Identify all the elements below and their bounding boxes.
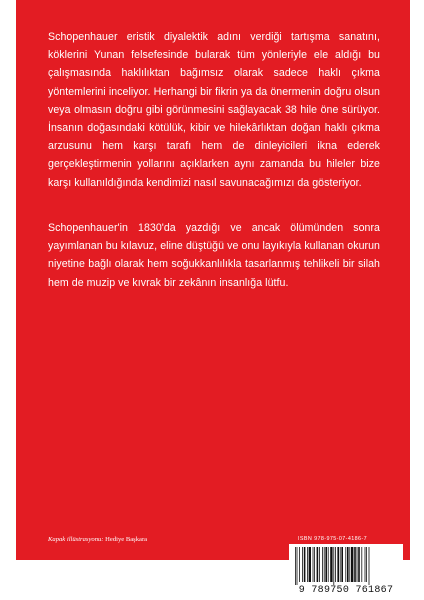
barcode-bar (361, 547, 362, 582)
barcode-bar (325, 547, 327, 582)
barcode-bar (295, 547, 296, 585)
barcode (289, 544, 403, 600)
barcode-bar (309, 547, 311, 582)
barcode-bar (351, 547, 353, 582)
barcode-bar (302, 547, 303, 582)
barcode-bar (299, 547, 300, 582)
barcode-bar (317, 547, 319, 582)
barcode-bar (314, 547, 315, 582)
barcode-bar (333, 547, 334, 585)
cover-illustration-credit (48, 536, 147, 543)
barcode-bar (304, 547, 306, 582)
barcode-bar (369, 547, 370, 585)
isbn-text: ISBN 978-975-07-4186-7 (298, 536, 368, 542)
barcode-bar (324, 547, 325, 582)
barcode-bar (335, 547, 336, 582)
barcode-bar (366, 547, 367, 582)
barcode-bar (337, 547, 339, 582)
barcode-bar (365, 547, 366, 582)
barcode-bar (297, 547, 298, 585)
barcode-bar (341, 547, 343, 582)
barcode-bar (345, 547, 346, 582)
description-paragraph-2: Schopenhauer'in 1830'da yazdığı ve ancak ölümünden sonra yayımlanan bu kılavuz, eline düştüğü ve onu layıkıyla kullanan okurun niyetine bağlı olarak hem soğukkanlılıkla tasarlanmış tehlikeli bir silah hem de muzip ve kıvrak bir zekânın insanlığa lütfu. (48, 222, 380, 289)
barcode-bar (328, 547, 329, 582)
barcode-bar (322, 547, 323, 582)
barcode-bar (340, 547, 341, 582)
description-paragraph-1: Schopenhauer eristik diyalektik adını verdiği tartışma sanatını, köklerini Yunan felsefesinde bularak tüm yönleriyle ele aldığı bu çalışmasında haklılıktan bağımsız olarak sadece haklı çıkma yöntemlerini inceliyor. Herhangi bir fikrin ya da önermenin doğru olsun veya olmasın doğru gibi görünmesini sağlayacak 38 hile öne sürüyor. İnsanın doğasındaki kötülük, kibir ve hilekârlıktan doğan haklı çıkma arzusunu hem karşı tarafı hem de dinleyicileri ikna ederek gerçekleştirmenin yollarını açıklarken aynı zamanda bu hileler bize karşı kullanıldığında kendimizi nasıl savunacağımızı da gösteriyor. (48, 31, 380, 189)
credit-name: Hediye Başkara (105, 536, 148, 543)
credit-label: Kapak illüstrasyonu: (48, 536, 104, 543)
barcode-bar (319, 547, 320, 582)
barcode-digits: 9 789750 761867 (298, 585, 394, 596)
barcode-bar (307, 547, 308, 582)
barcode-bar (313, 547, 314, 582)
barcode-bar (357, 547, 358, 582)
barcode-bar (358, 547, 360, 582)
barcode-bar (330, 547, 332, 582)
barcode-bar (354, 547, 356, 582)
barcode-bar (347, 547, 349, 582)
barcode-bar (349, 547, 350, 582)
barcode-bars (293, 547, 399, 585)
